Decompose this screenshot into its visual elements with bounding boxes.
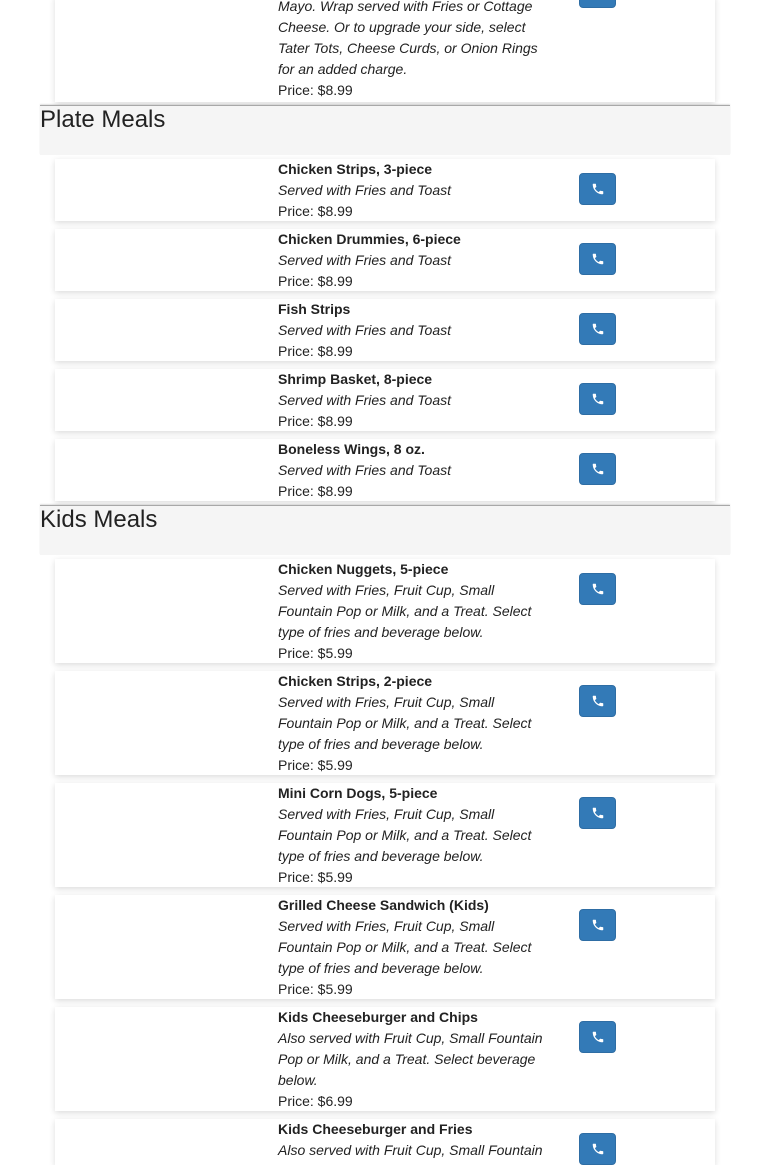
menu-item-name: Fish Strips <box>278 301 351 317</box>
menu-item-price: Price: $5.99 <box>278 645 353 661</box>
menu-item-name: Boneless Wings, 8 oz. <box>278 441 425 457</box>
menu-item-desc: Mayo. Wrap served with Fries or Cottage Cheese. Or to upgrade your side, select Tater Tots, Cheese Curds, or Onion Rings for an added charge. <box>278 0 538 77</box>
menu-item-price: Price: $6.99 <box>278 1093 353 1109</box>
section-title: Plate Meals <box>40 106 166 133</box>
menu-item-card <box>55 671 715 775</box>
menu-item-card <box>55 159 715 221</box>
phone-icon <box>591 1142 605 1156</box>
call-button[interactable] <box>579 313 616 345</box>
menu-item-card <box>55 369 715 431</box>
menu-item-text <box>278 369 550 431</box>
menu-item-price: Price: $8.99 <box>278 82 353 98</box>
menu-item-desc: Served with Fries and Toast <box>278 182 452 198</box>
menu-item-card <box>55 783 715 887</box>
menu-item-desc: Served with Fries, Fruit Cup, Small Fountain Pop or Milk, and a Treat. Select type of fries and beverage below. <box>278 806 532 864</box>
menu-item-text <box>278 1007 550 1111</box>
phone-icon <box>591 806 605 820</box>
menu-item-card <box>55 1007 715 1111</box>
call-button[interactable] <box>579 243 616 275</box>
menu-item-card <box>55 0 715 102</box>
call-button[interactable] <box>579 909 616 941</box>
phone-icon <box>591 918 605 932</box>
call-button[interactable] <box>579 453 616 485</box>
menu-item-desc: Served with Fries and Toast <box>278 462 452 478</box>
phone-icon <box>591 182 605 196</box>
menu-item-price: Price: $5.99 <box>278 981 353 997</box>
call-button[interactable] <box>579 0 616 8</box>
section-title: Kids Meals <box>40 506 158 533</box>
menu-item-price: Price: $8.99 <box>278 273 353 289</box>
menu-item-name: Chicken Drummies, 6-piece <box>278 231 461 247</box>
menu-item-text <box>278 159 550 221</box>
menu-item-desc: Served with Fries and Toast <box>278 322 452 338</box>
menu-item-name: Chicken Nuggets, 5-piece <box>278 561 449 577</box>
call-button[interactable] <box>579 383 616 415</box>
menu-item-price: Price: $8.99 <box>278 483 353 499</box>
menu-item-desc: Served with Fries, Fruit Cup, Small Fountain Pop or Milk, and a Treat. Select type of fries and beverage below. <box>278 918 532 976</box>
menu-item-desc: Served with Fries and Toast <box>278 252 452 268</box>
menu-item-text <box>278 671 550 775</box>
menu-item-price: Price: $8.99 <box>278 343 353 359</box>
menu-item-text <box>278 439 550 501</box>
menu-item-name: Shrimp Basket, 8-piece <box>278 371 433 387</box>
call-button[interactable] <box>579 173 616 205</box>
menu-item-card <box>55 229 715 291</box>
menu-item-card <box>55 439 715 501</box>
section-header-plate-meals <box>40 105 730 155</box>
menu-item-desc: Served with Fries and Toast <box>278 392 452 408</box>
menu-item-name: Kids Cheeseburger and Fries <box>278 1121 473 1137</box>
menu-item-price: Price: $5.99 <box>278 757 353 773</box>
menu-item-desc: Served with Fries, Fruit Cup, Small Fountain Pop or Milk, and a Treat. Select type of fries and beverage below. <box>278 582 532 640</box>
menu-item-text <box>278 783 550 887</box>
menu-item-price: Price: $8.99 <box>278 413 353 429</box>
menu-item-name: Mini Corn Dogs, 5-piece <box>278 785 438 801</box>
phone-icon <box>591 252 605 266</box>
menu-item-name: Grilled Cheese Sandwich (Kids) <box>278 897 489 913</box>
menu-item-name: Chicken Strips, 2-piece <box>278 673 433 689</box>
phone-icon <box>591 322 605 336</box>
menu-item-price: Price: $8.99 <box>278 203 353 219</box>
menu-item-card <box>55 1119 715 1165</box>
call-button[interactable] <box>579 797 616 829</box>
menu-item-price: Price: $5.99 <box>278 869 353 885</box>
menu-item-text <box>278 299 550 361</box>
menu-item-name: Chicken Strips, 3-piece <box>278 161 433 177</box>
phone-icon <box>591 694 605 708</box>
menu-item-desc: Also served with Fruit Cup, Small Fountain Pop or Milk, and a Treat. Select beverage below. <box>278 1030 543 1088</box>
section-header-kids-meals <box>40 505 730 555</box>
call-button[interactable] <box>579 685 616 717</box>
phone-icon <box>591 582 605 596</box>
call-button[interactable] <box>579 573 616 605</box>
menu-item-text <box>278 0 550 101</box>
menu-item-desc: Served with Fries, Fruit Cup, Small Fountain Pop or Milk, and a Treat. Select type of fries and beverage below. <box>278 694 532 752</box>
menu-item-card <box>55 299 715 361</box>
menu-item-text <box>278 895 550 999</box>
menu-item-text <box>278 559 550 663</box>
menu-item-text <box>278 1119 550 1161</box>
call-button[interactable] <box>579 1133 616 1165</box>
phone-icon <box>591 462 605 476</box>
menu-item-name: Kids Cheeseburger and Chips <box>278 1009 478 1025</box>
menu-item-desc: Also served with Fruit Cup, Small Fountain <box>278 1142 543 1158</box>
menu-item-text <box>278 229 550 291</box>
menu-item-card <box>55 895 715 999</box>
call-button[interactable] <box>579 1021 616 1053</box>
phone-icon <box>591 392 605 406</box>
menu-item-card <box>55 559 715 663</box>
phone-icon <box>591 1030 605 1044</box>
